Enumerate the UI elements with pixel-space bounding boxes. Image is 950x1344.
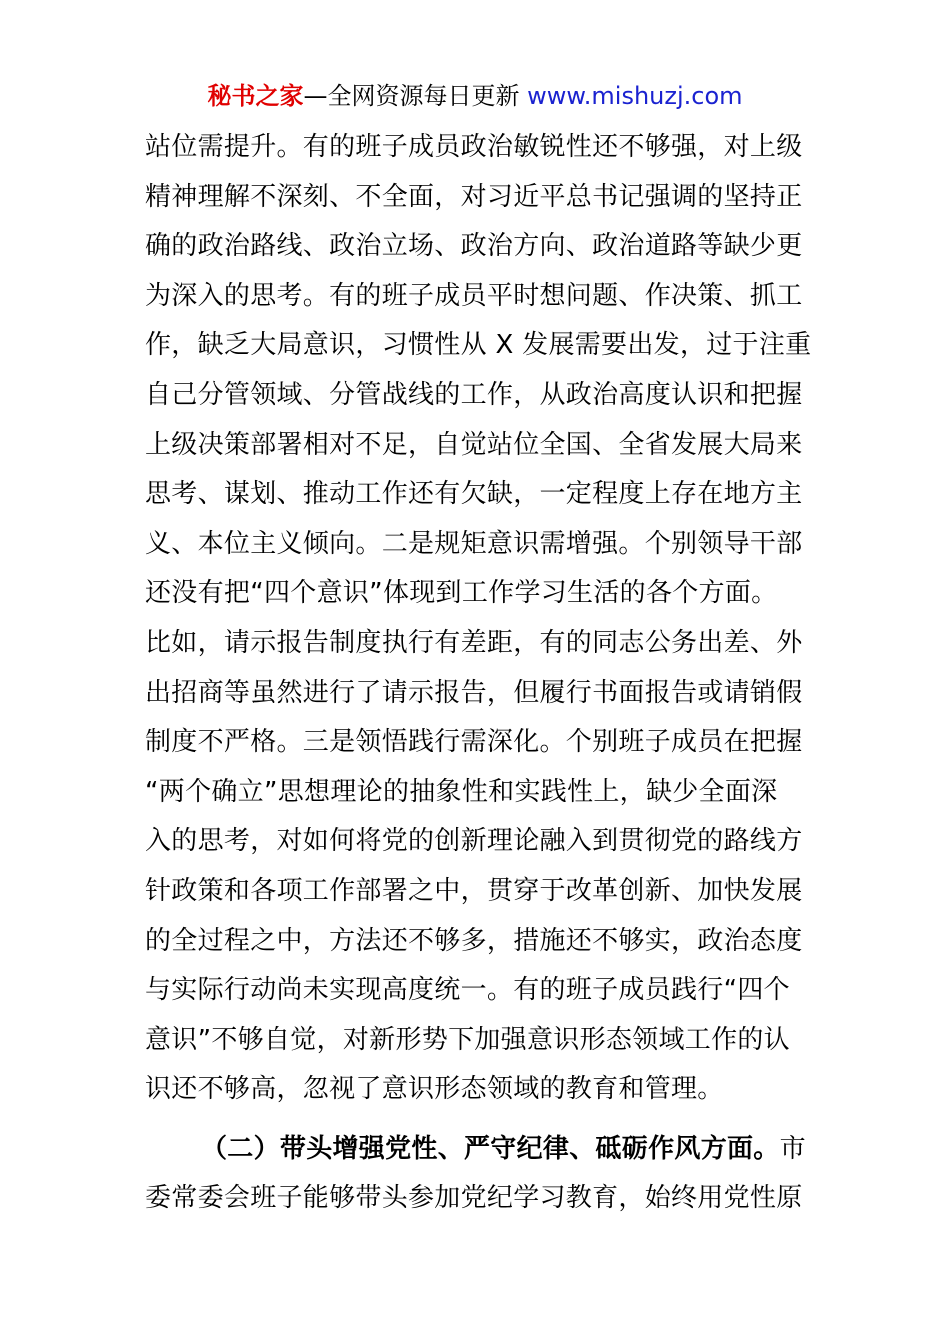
paragraph-1 <box>145 123 812 1115</box>
section-heading-line <box>145 1125 809 1175</box>
section-heading-tail: 市 <box>779 1133 806 1164</box>
text-line: 站位需提升。有的班子成员政治敏锐性还不够强，对上级 <box>145 132 803 162</box>
text-line: 制度不严格。三是领悟践行需深化。个别班子成员在把握 <box>145 727 803 758</box>
text-line: 比如，请示报告制度执行有差距，有的同志公务出差、外 <box>145 627 803 658</box>
document-body <box>145 123 812 1224</box>
text-line: 为深入的思考。有的班子成员平时想问题、作决策、抓工 <box>145 280 803 311</box>
text-line: 的全过程之中，方法还不够多，措施还不够实，政治态度 <box>145 925 803 956</box>
site-brand: 秘书之家 <box>207 82 304 110</box>
text-line: 识还不够高，忽视了意识形态领域的教育和管理。 <box>145 1074 724 1105</box>
text-line: 上级决策部署相对不足，自觉站位全国、全省发展大局来 <box>145 429 803 460</box>
text-line: 入的思考，对如何将党的创新理论融入到贯彻党的路线方 <box>145 826 803 857</box>
site-url-link[interactable]: www.mishuzj.com <box>527 82 743 110</box>
text-line: 义、本位主义倾向。二是规矩意识需增强。个别领导干部 <box>145 528 803 559</box>
site-tagline: —全网资源每日更新 <box>303 82 528 110</box>
text-line: 委常委会班子能够带头参加党纪学习教育，始终用党性原 <box>145 1183 803 1214</box>
text-line: 自己分管领域、分管战线的工作，从政治高度认识和把握 <box>145 379 803 410</box>
paragraph-gap <box>145 1115 809 1125</box>
text-line: 出招商等虽然进行了请示报告，但履行书面报告或请销假 <box>145 677 803 708</box>
text-line: 确的政治路线、政治立场、政治方向、政治道路等缺少更 <box>145 231 803 262</box>
site-header <box>0 78 950 114</box>
text-line: 与实际行动尚未实现高度统一。有的班子成员践行“四个 <box>145 975 790 1006</box>
section-heading: （二）带头增强党性、严守纪律、砥砺作风方面。 <box>201 1133 780 1164</box>
text-line: 意识”不够自觉，对新形势下加强意识形态领域工作的认 <box>145 1024 790 1055</box>
text-line: 思考、谋划、推动工作还有欠缺，一定程度上存在地方主 <box>145 479 803 510</box>
paragraph-2 <box>145 1125 809 1224</box>
text-line: 作，缺乏大局意识，习惯性从 X 发展需要出发，过于注重 <box>145 330 812 361</box>
text-line: 针政策和各项工作部署之中，贯穿于改革创新、加快发展 <box>145 875 803 906</box>
text-line: 精神理解不深刻、不全面，对习近平总书记强调的坚持正 <box>145 181 803 212</box>
text-line: “两个确立”思想理论的抽象性和实践性上，缺少全面深 <box>145 776 778 807</box>
text-line: 还没有把“四个意识”体现到工作学习生活的各个方面。 <box>145 578 778 609</box>
